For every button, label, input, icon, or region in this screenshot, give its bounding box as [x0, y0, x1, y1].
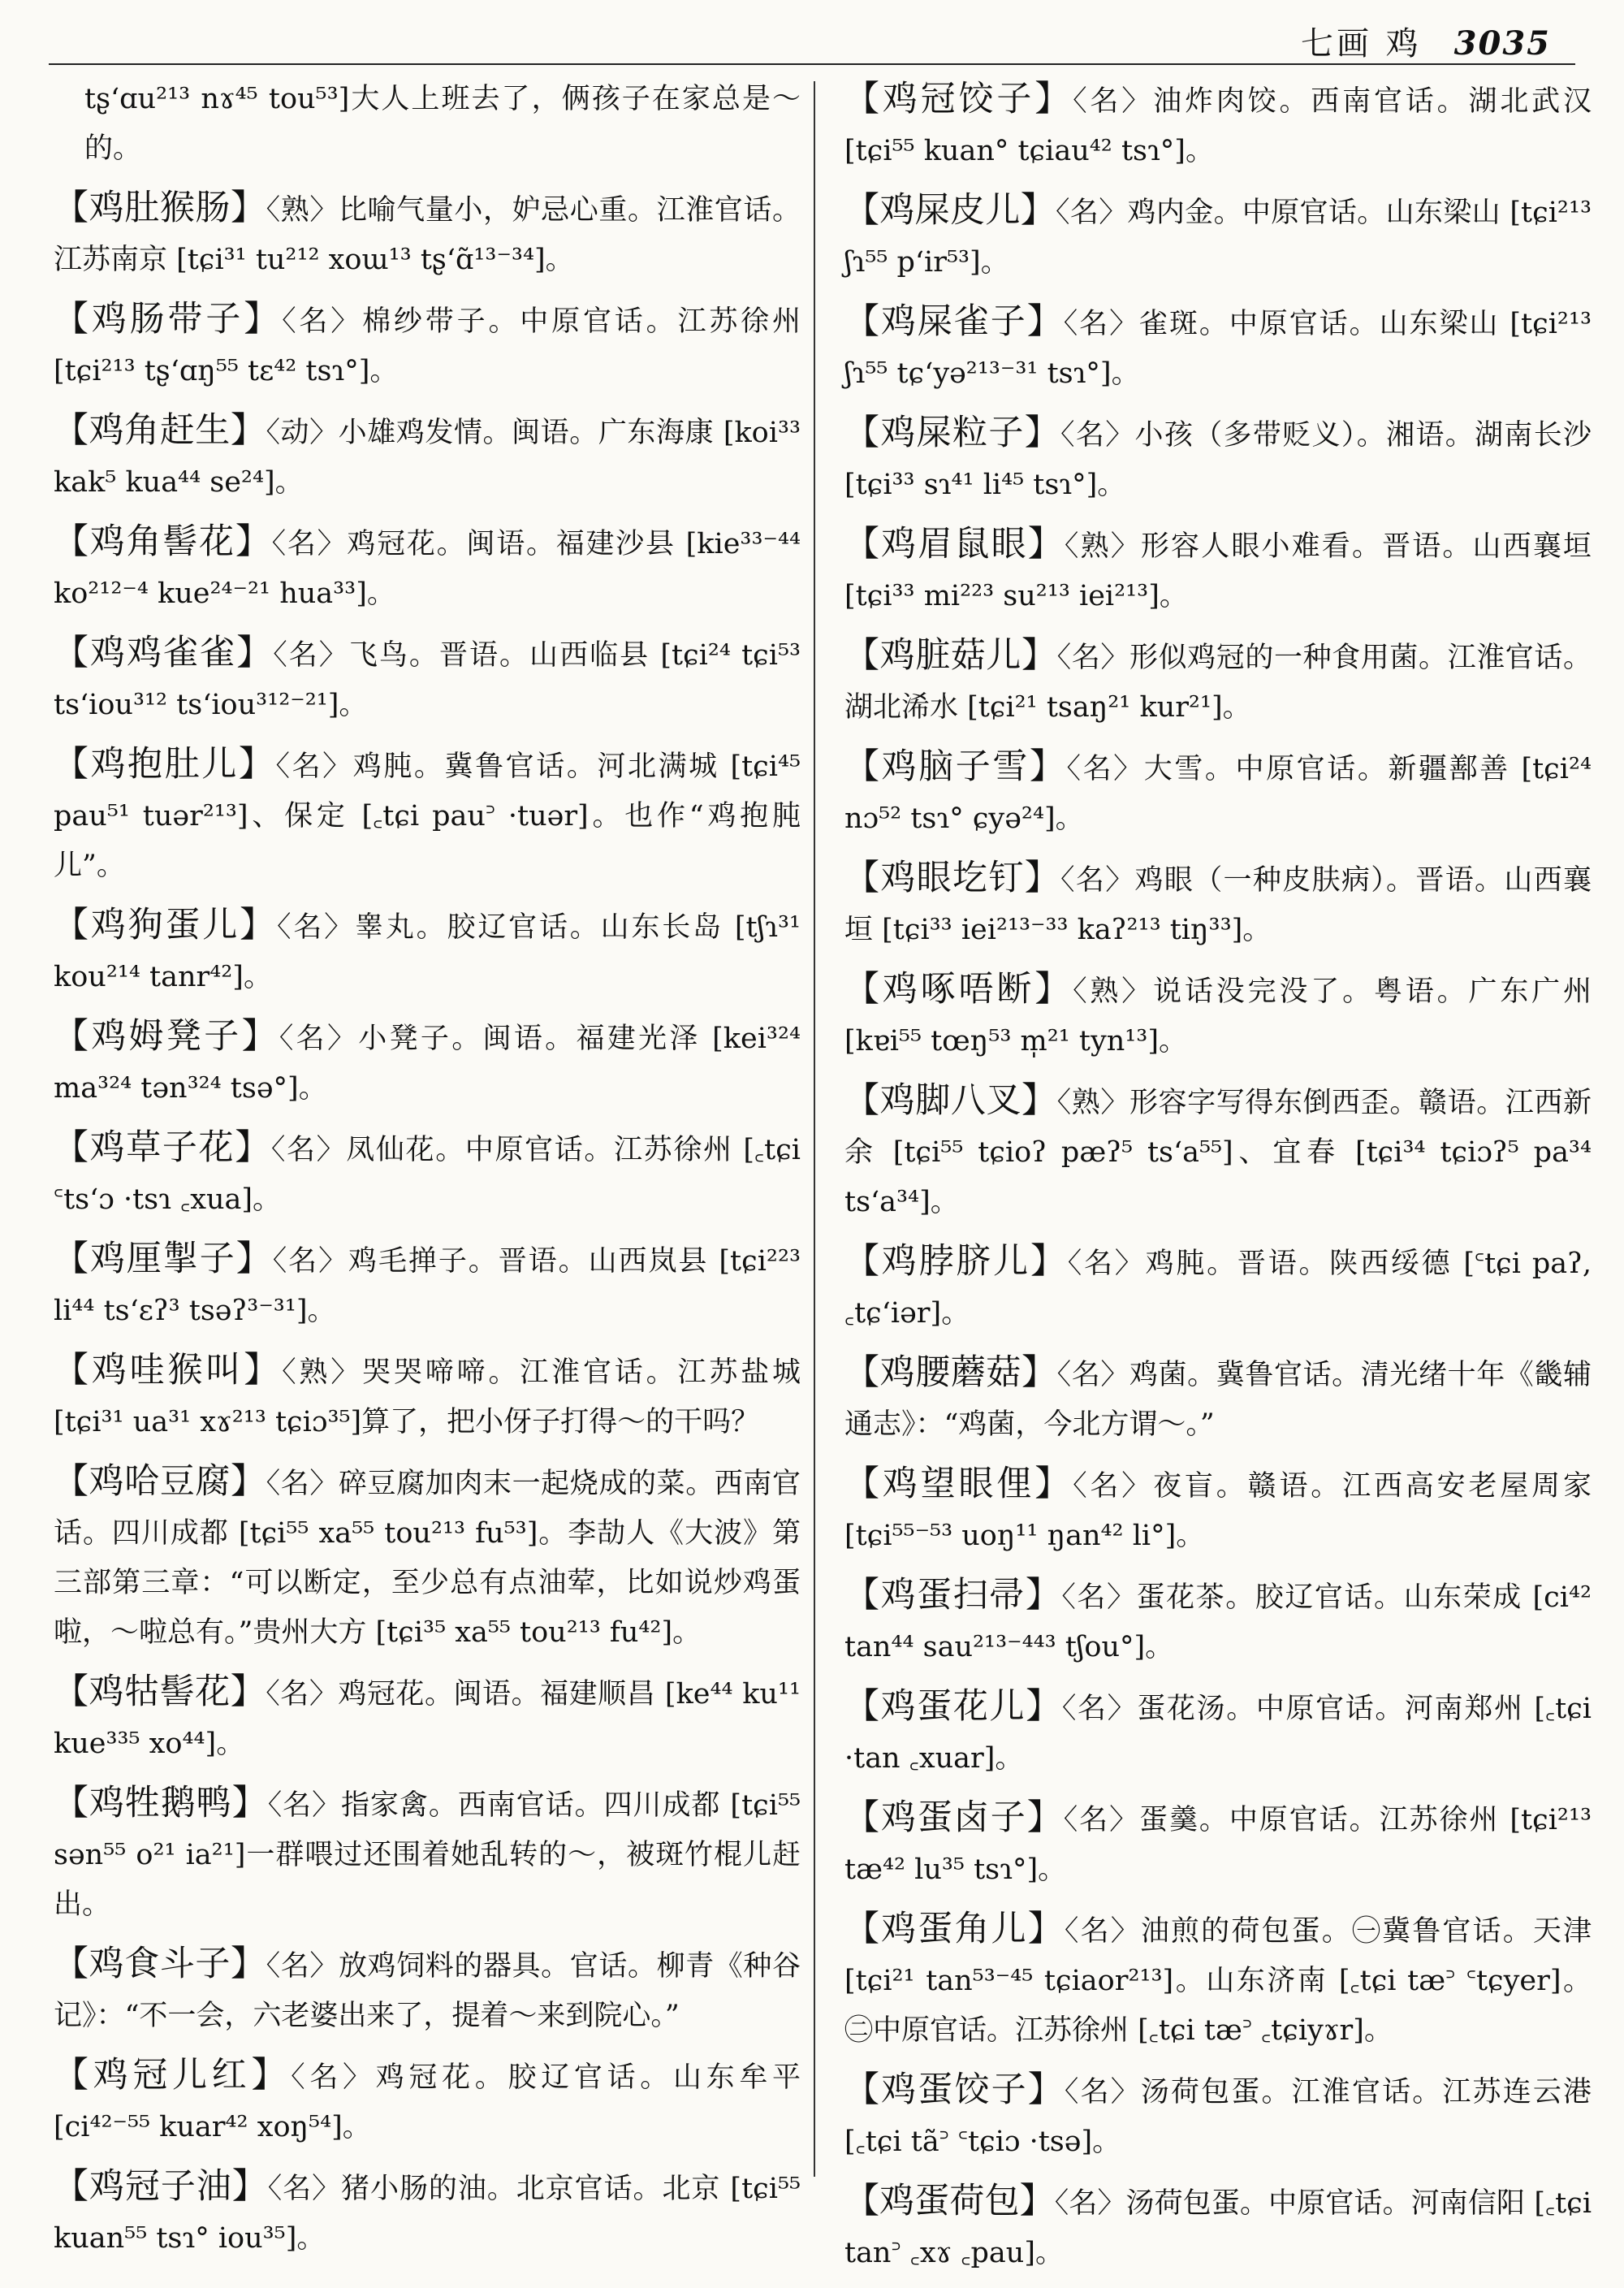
- dictionary-entry: [54, 1457, 801, 1658]
- entry-definition: 〈名〉小凳子。闽语。福建光泽 [kei³²⁴ ma³²⁴ tən³²⁴ tsə°]。: [54, 1023, 801, 1105]
- entry-definition: 〈名〉鸡菌。冀鲁官话。清光绪十年《畿辅通志》：“鸡菌，今北方谓～。”: [844, 1359, 1592, 1441]
- bracket-close: 】: [240, 905, 278, 945]
- headword-text: 鸡鸡雀雀: [90, 633, 237, 673]
- headword-text: 鸡脖脐儿: [881, 1241, 1030, 1282]
- bracket-open: 【: [844, 2070, 882, 2110]
- section-title: 七画 鸡: [1300, 25, 1422, 63]
- entry-headword: [54, 188, 266, 228]
- dictionary-entry: [844, 520, 1592, 621]
- bracket-open: 【: [844, 1080, 880, 1121]
- dictionary-entry: [54, 75, 801, 174]
- entry-headword: [54, 1127, 271, 1168]
- headword-text: 鸡角赶生: [89, 410, 231, 451]
- entry-headword: [844, 1464, 1073, 1504]
- bracket-open: 【: [54, 633, 91, 673]
- bracket-close: 】: [1026, 1686, 1062, 1727]
- bracket-open: 【: [844, 413, 881, 453]
- dictionary-entry: [54, 1940, 801, 2041]
- header-rule: [49, 63, 1575, 65]
- entry-definition: 〈名〉鸡冠花。闽语。福建沙县 [kie³³⁻⁴⁴ ko²¹²⁻⁴ kue²⁴⁻²¹ hua³³]。: [54, 528, 801, 610]
- dictionary-entry: [844, 1348, 1592, 1450]
- dictionary-entry: [54, 2051, 801, 2152]
- entry-definition: 〈名〉蛋羹。中原官话。江苏徐州 [tɕi²¹³ tæ⁴² lu³⁵ tsɿ°]。: [844, 1804, 1592, 1886]
- headword-text: 鸡脏菇儿: [879, 635, 1022, 676]
- headword-text: 鸡冠子油: [89, 2166, 232, 2207]
- bracket-open: 【: [844, 1797, 881, 1838]
- bracket-open: 【: [844, 858, 881, 898]
- left-column: [54, 75, 801, 2273]
- bracket-close: 】: [230, 410, 266, 451]
- headword-text: 鸡屎粒子: [880, 413, 1025, 453]
- entry-headword: [54, 1350, 282, 1391]
- bracket-close: 】: [1027, 2070, 1065, 2110]
- bracket-close: 】: [238, 744, 276, 785]
- entry-definition: 〈名〉鸡冠花。闽语。福建顺昌 [ke⁴⁴ ku¹¹ kue³³⁵ xo⁴⁴]。: [54, 1678, 801, 1760]
- headword-text: 鸡牲鹅鸭: [89, 1783, 232, 1823]
- bracket-close: 】: [1021, 635, 1057, 676]
- bracket-close: 】: [1025, 1575, 1062, 1615]
- entry-definition: 〈名〉棉纱带子。中原官话。江苏徐州 [tɕi²¹³ tʂʻɑŋ⁵⁵ tɛ⁴² tsɿ°]。: [54, 305, 801, 387]
- column-divider: [814, 81, 815, 2177]
- entry-definition: 〈名〉汤荷包蛋。中原官话。河南信阳 [꜀tɕi tan꜄ ꜀xɤ ꜀pau]。: [844, 2187, 1592, 2269]
- bracket-close: 】: [1034, 1464, 1073, 1504]
- headword-text: 鸡脑子雪: [881, 746, 1030, 787]
- headword-text: 鸡姆凳子: [91, 1016, 242, 1057]
- headword-text: 鸡狗蛋儿: [90, 905, 240, 945]
- entry-definition: 〈名〉鸡毛掸子。晋语。山西岚县 [tɕi²²³ li⁴⁴ tsʻɛʔ³ tsəʔ³⁻³¹]。: [54, 1245, 801, 1327]
- entry-definition: 〈名〉凤仙花。中原官话。江苏徐州 [꜀tɕi ꜂tsʻɔ ·tsɿ ꜀xua]。: [54, 1134, 801, 1216]
- bracket-open: 【: [844, 1464, 883, 1504]
- headword-text: 鸡眼圪钉: [880, 858, 1025, 898]
- dictionary-entry: [54, 1012, 801, 1114]
- headword-text: 鸡屎雀子: [880, 301, 1027, 342]
- entry-definition: 〈名〉汤荷包蛋。江淮官话。江苏连云港 [꜀tɕi tã꜄ ꜂tɕiɔ ·tsə]。: [844, 2076, 1592, 2158]
- entry-headword: [844, 524, 1065, 564]
- bracket-open: 【: [54, 1461, 89, 1502]
- bracket-open: 【: [844, 1686, 881, 1727]
- entry-definition: 〈熟〉哭哭啼啼。江淮官话。江苏盐城 [tɕi³¹ ua³¹ xɤ²¹³ tɕiɔ³⁵]算了，把小伢子打得～的干吗？: [54, 1356, 801, 1438]
- dictionary-entry: [844, 1682, 1592, 1784]
- right-column: [844, 75, 1592, 2288]
- bracket-close: 】: [1034, 969, 1073, 1010]
- entry-headword: [844, 858, 1060, 898]
- bracket-open: 【: [54, 1944, 89, 1984]
- bracket-open: 【: [844, 301, 881, 342]
- entry-headword: [54, 633, 273, 673]
- bracket-close: 】: [1019, 2181, 1055, 2221]
- entry-headword: [844, 1797, 1064, 1838]
- entry-headword: [54, 1016, 279, 1057]
- bracket-close: 】: [1030, 1241, 1068, 1282]
- dictionary-entry: [844, 1905, 1592, 2056]
- bracket-close: 】: [231, 1461, 266, 1502]
- bracket-open: 【: [54, 2055, 93, 2096]
- entry-headword: [844, 1352, 1057, 1393]
- bracket-open: 【: [844, 969, 883, 1010]
- entry-definition: 〈名〉鸡肫。晋语。陕西绥德 [꜂tɕi paʔ, ꜀tɕʻiər]。: [844, 1248, 1592, 1330]
- dictionary-entry: [844, 75, 1592, 176]
- dictionary-entry: [54, 517, 801, 619]
- entry-headword: [54, 1783, 268, 1823]
- headword-text: 鸡蛋荷包: [879, 2181, 1020, 2221]
- headword-text: 鸡牯髻花: [89, 1672, 231, 1712]
- entry-headword: [54, 1944, 266, 1984]
- entry-definition: 〈名〉油煎的荷包蛋。㊀冀鲁官话。天津 [tɕi²¹ tan⁵³⁻⁴⁵ tɕiaor²¹³]。山东济南 [꜀tɕi tæ꜄ ꜂tɕyer]。㊁中原官话。江苏徐州 [꜀tɕi tæ꜄ ꜀tɕiyɤr]。: [844, 1915, 1592, 2047]
- bracket-open: 【: [54, 1783, 89, 1823]
- bracket-close: 】: [1024, 413, 1061, 453]
- headword-text: 鸡肚猴肠: [89, 188, 231, 228]
- bracket-close: 】: [235, 1127, 271, 1168]
- dictionary-entry: [844, 409, 1592, 510]
- entry-headword: [844, 413, 1060, 453]
- bracket-close: 】: [230, 1672, 266, 1712]
- entry-continuation-text: tʂʻɑu²¹³ nɤ⁴⁵ tou⁵³]大人上班去了，俩孩子在家总是～的。: [84, 83, 801, 165]
- bracket-close: 】: [1021, 1352, 1057, 1393]
- headword-text: 鸡望眼俚: [882, 1464, 1035, 1504]
- dictionary-entry: [54, 2162, 801, 2264]
- headword-text: 鸡眉鼠眼: [881, 524, 1028, 564]
- page-number: 3035: [1453, 24, 1551, 63]
- entry-definition: 〈名〉睾丸。胶辽官话。山东长岛 [tʃɿ³¹ kou²¹⁴ tanr⁴²]。: [54, 911, 801, 993]
- bracket-open: 【: [844, 1575, 881, 1615]
- bracket-open: 【: [54, 1672, 89, 1712]
- dictionary-entry: [54, 295, 801, 396]
- headword-text: 鸡腰蘑菇: [879, 1352, 1022, 1393]
- headword-text: 鸡蛋角儿: [881, 1909, 1028, 1949]
- entry-headword: [54, 744, 276, 785]
- bracket-open: 【: [844, 190, 880, 231]
- dictionary-entry: [54, 184, 801, 285]
- bracket-open: 【: [54, 2166, 89, 2207]
- entry-definition: 〈名〉鸡眼（一种皮肤病）。晋语。山西襄垣 [tɕi³³ iei²¹³⁻³³ kaʔ²¹³ tiŋ³³]。: [844, 864, 1592, 946]
- headword-text: 鸡哈豆腐: [89, 1461, 231, 1502]
- entry-definition: 〈名〉指家禽。西南官话。四川成都 [tɕi⁵⁵ sən⁵⁵ o²¹ ia²¹]一群喂过还围着她乱转的～，被斑竹棍儿赶出。: [54, 1789, 801, 1921]
- entry-definition: 〈动〉小雄鸡发情。闽语。广东海康 [koi³³ kak⁵ kua⁴⁴ se²⁴]。: [54, 417, 801, 499]
- headword-text: 鸡食斗子: [89, 1944, 231, 1984]
- bracket-close: 】: [1024, 858, 1061, 898]
- entry-headword: [844, 79, 1073, 119]
- entry-definition: 〈名〉小孩（多带贬义）。湘语。湖南长沙 [tɕi³³ sɿ⁴¹ li⁴⁵ tsɿ°]。: [844, 419, 1592, 501]
- entry-headword: [844, 1686, 1062, 1727]
- headword-text: 鸡蛋卤子: [880, 1797, 1027, 1838]
- dictionary-entry: [844, 2065, 1592, 2167]
- entry-definition: 〈名〉碎豆腐加肉末一起烧成的菜。西南官话。四川成都 [tɕi⁵⁵ xa⁵⁵ tou²¹³ fu⁵³]。李劼人《大波》第三部第三章：“可以断定，至少总有点油荤，比如说炒鸡蛋啦，～啦总有。”贵州大方 [tɕi³⁵ xa⁵⁵ tou²¹³ fu⁴²]。: [54, 1468, 801, 1649]
- entry-headword: [844, 1241, 1068, 1282]
- dictionary-entry: [844, 965, 1592, 1066]
- entry-headword: [54, 1239, 273, 1279]
- entry-definition: 〈名〉雀斑。中原官话。山东梁山 [tɕi²¹³ ʃɿ⁵⁵ tɕʻyə²¹³⁻³¹ tsɿ°]。: [844, 308, 1592, 390]
- headword-text: 鸡冠儿红: [93, 2055, 252, 2096]
- entry-headword: [844, 969, 1073, 1010]
- entry-headword: [54, 2166, 268, 2207]
- headword-text: 鸡啄唔断: [882, 969, 1035, 1010]
- dictionary-entry: [54, 901, 801, 1002]
- entry-definition: 〈名〉放鸡饲料的器具。官话。柳青《种谷记》：“不一会，六老婆出来了，提着～来到院心。”: [54, 1950, 801, 2032]
- bracket-close: 】: [1027, 524, 1065, 564]
- dictionary-entry: [844, 186, 1592, 288]
- bracket-open: 【: [54, 1239, 90, 1279]
- entry-definition: 〈名〉蛋花汤。中原官话。河南郑州 [꜀tɕi ·tan ꜀xuar]。: [844, 1693, 1592, 1775]
- bracket-close: 】: [1029, 746, 1067, 787]
- bracket-open: 【: [54, 744, 91, 785]
- headword-text: 鸡草子花: [89, 1127, 235, 1168]
- bracket-close: 】: [231, 188, 266, 228]
- entry-headword: [844, 190, 1056, 231]
- bracket-close: 】: [244, 1350, 283, 1391]
- entry-headword: [54, 2055, 291, 2096]
- bracket-close: 】: [231, 1783, 268, 1823]
- bracket-open: 【: [844, 1352, 880, 1393]
- entry-headword: [844, 1575, 1061, 1615]
- dictionary-entry: [844, 854, 1592, 955]
- headword-text: 鸡屎皮儿: [879, 190, 1021, 231]
- bracket-open: 【: [844, 79, 883, 119]
- bracket-close: 】: [1027, 1909, 1065, 1949]
- dictionary-entry: [844, 2177, 1592, 2278]
- bracket-open: 【: [54, 1016, 92, 1057]
- running-header: [1301, 18, 1551, 64]
- entry-headword: [54, 1461, 266, 1502]
- bracket-open: 【: [54, 521, 90, 562]
- headword-text: 鸡冠饺子: [882, 79, 1035, 119]
- dictionary-entry: [54, 629, 801, 730]
- bracket-close: 】: [231, 2166, 268, 2207]
- bracket-open: 【: [54, 905, 91, 945]
- bracket-open: 【: [844, 746, 882, 787]
- dictionary-entry: [844, 1237, 1592, 1339]
- dictionary-entry: [54, 1346, 801, 1447]
- entry-headword: [844, 635, 1057, 676]
- entry-definition: 〈名〉夜盲。赣语。江西高安老屋周家 [tɕi⁵⁵⁻⁵³ uoŋ¹¹ ŋan⁴² li°]。: [844, 1470, 1592, 1552]
- headword-text: 鸡蛋饺子: [881, 2070, 1028, 2110]
- dictionary-entry: [54, 1123, 801, 1225]
- entry-headword: [54, 410, 266, 451]
- headword-text: 鸡抱肚儿: [90, 744, 239, 785]
- bracket-close: 】: [235, 521, 272, 562]
- entry-headword: [844, 301, 1064, 342]
- bracket-open: 【: [844, 524, 882, 564]
- dictionary-entry: [54, 406, 801, 508]
- bracket-close: 】: [1026, 1797, 1064, 1838]
- bracket-close: 】: [231, 1944, 266, 1984]
- bracket-close: 】: [251, 2055, 292, 2096]
- entry-definition: 〈名〉鸡冠花。胶辽官话。山东牟平 [ci⁴²⁻⁵⁵ kuar⁴² xoŋ⁵⁴]。: [54, 2061, 801, 2143]
- bracket-open: 【: [844, 2181, 880, 2221]
- dictionary-entry: [844, 631, 1592, 733]
- bracket-open: 【: [844, 1241, 882, 1282]
- headword-text: 鸡厘掣子: [89, 1239, 236, 1279]
- entry-headword: [54, 905, 277, 945]
- headword-text: 鸡蛋扫帚: [880, 1575, 1026, 1615]
- bracket-close: 】: [1034, 79, 1073, 119]
- dictionary-entry: [54, 1667, 801, 1769]
- bracket-open: 【: [844, 635, 880, 676]
- bracket-close: 】: [241, 1016, 279, 1057]
- entry-definition: 〈名〉飞鸟。晋语。山西临县 [tɕi²⁴ tɕi⁵³ tsʻiou³¹² tsʻiou³¹²⁻²¹]。: [54, 639, 801, 721]
- bracket-open: 【: [54, 1127, 90, 1168]
- entry-definition: 〈名〉形似鸡冠的一种食用菌。江淮官话。湖北浠水 [tɕi²¹ tsaŋ²¹ kur²¹]。: [844, 642, 1592, 724]
- headword-text: 鸡蛋花儿: [880, 1686, 1026, 1727]
- bracket-close: 】: [1020, 190, 1056, 231]
- entry-definition: 〈名〉大雪。中原官话。新疆鄯善 [tɕi²⁴ nɔ⁵² tsɿ° ɕyə²⁴]。: [844, 753, 1592, 835]
- dictionary-entry: [54, 740, 801, 891]
- entry-headword: [844, 2070, 1065, 2110]
- headword-text: 鸡哇猴叫: [91, 1350, 244, 1391]
- entry-headword: [844, 2181, 1055, 2221]
- entry-definition: 〈熟〉比喻气量小，妒忌心重。江淮官话。江苏南京 [tɕi³¹ tu²¹² xoɯ¹³ tʂʻɑ̃¹³⁻³⁴]。: [54, 194, 801, 276]
- entry-definition: 〈熟〉形容字写得东倒西歪。赣语。江西新余 [tɕi⁵⁵ tɕioʔ pæʔ⁵ tsʻa⁵⁵]、宜春 [tɕi³⁴ tɕiɔʔ⁵ pa³⁴ tsʻa³⁴]。: [844, 1087, 1592, 1218]
- entry-headword: [54, 299, 282, 340]
- entry-definition: 〈名〉猪小肠的油。北京官话。北京 [tɕi⁵⁵ kuan⁵⁵ tsɿ° iou³⁵]。: [54, 2173, 801, 2255]
- bracket-open: 【: [54, 1350, 92, 1391]
- entry-definition: 〈名〉鸡内金。中原官话。山东梁山 [tɕi²¹³ ʃɿ⁵⁵ pʻir⁵³]。: [844, 197, 1592, 279]
- dictionary-entry: [844, 1793, 1592, 1895]
- headword-text: 鸡肠带子: [91, 299, 244, 340]
- entry-definition: 〈熟〉形容人眼小难看。晋语。山西襄垣 [tɕi³³ mi²²³ su²¹³ iei²¹³]。: [844, 530, 1592, 612]
- bracket-open: 【: [54, 299, 92, 340]
- bracket-open: 【: [54, 188, 89, 228]
- dictionary-entry: [844, 1076, 1592, 1227]
- entry-headword: [844, 746, 1067, 787]
- bracket-close: 】: [244, 299, 283, 340]
- bracket-close: 】: [236, 633, 274, 673]
- entry-definition: 〈名〉油炸肉饺。西南官话。湖北武汉 [tɕi⁵⁵ kuan° tɕiau⁴² tsɿ°]。: [844, 85, 1592, 167]
- headword-text: 鸡角髻花: [89, 521, 235, 562]
- bracket-close: 】: [235, 1239, 273, 1279]
- entry-headword: [844, 1080, 1057, 1121]
- bracket-open: 【: [54, 410, 89, 451]
- dictionary-entry: [54, 1235, 801, 1336]
- bracket-open: 【: [844, 1909, 882, 1949]
- headword-text: 鸡脚八叉: [879, 1080, 1022, 1121]
- entry-headword: [54, 521, 272, 562]
- bracket-close: 】: [1021, 1080, 1057, 1121]
- entry-definition: 〈名〉蛋花茶。胶辽官话。山东荣成 [ci⁴² tan⁴⁴ sau²¹³⁻⁴⁴³ tʃou°]。: [844, 1581, 1592, 1663]
- dictionary-entry: [54, 1779, 801, 1930]
- dictionary-entry: [844, 1460, 1592, 1561]
- entry-definition: 〈熟〉说话没完没了。粤语。广东广州 [kɐi⁵⁵ tœŋ⁵³ m̩²¹ tyn¹³]。: [844, 975, 1592, 1057]
- entry-definition: 〈名〉鸡肫。冀鲁官话。河北满城 [tɕi⁴⁵ pau⁵¹ tuər²¹³]、保定 [꜀tɕi pau꜄ ·tuər]。也作“鸡抱肫儿”。: [54, 750, 801, 882]
- bracket-close: 】: [1026, 301, 1064, 342]
- dictionary-entry: [844, 742, 1592, 844]
- dictionary-entry: [844, 297, 1592, 399]
- entry-headword: [844, 1909, 1065, 1949]
- dictionary-entry: [844, 1571, 1592, 1672]
- entry-headword: [54, 1672, 266, 1712]
